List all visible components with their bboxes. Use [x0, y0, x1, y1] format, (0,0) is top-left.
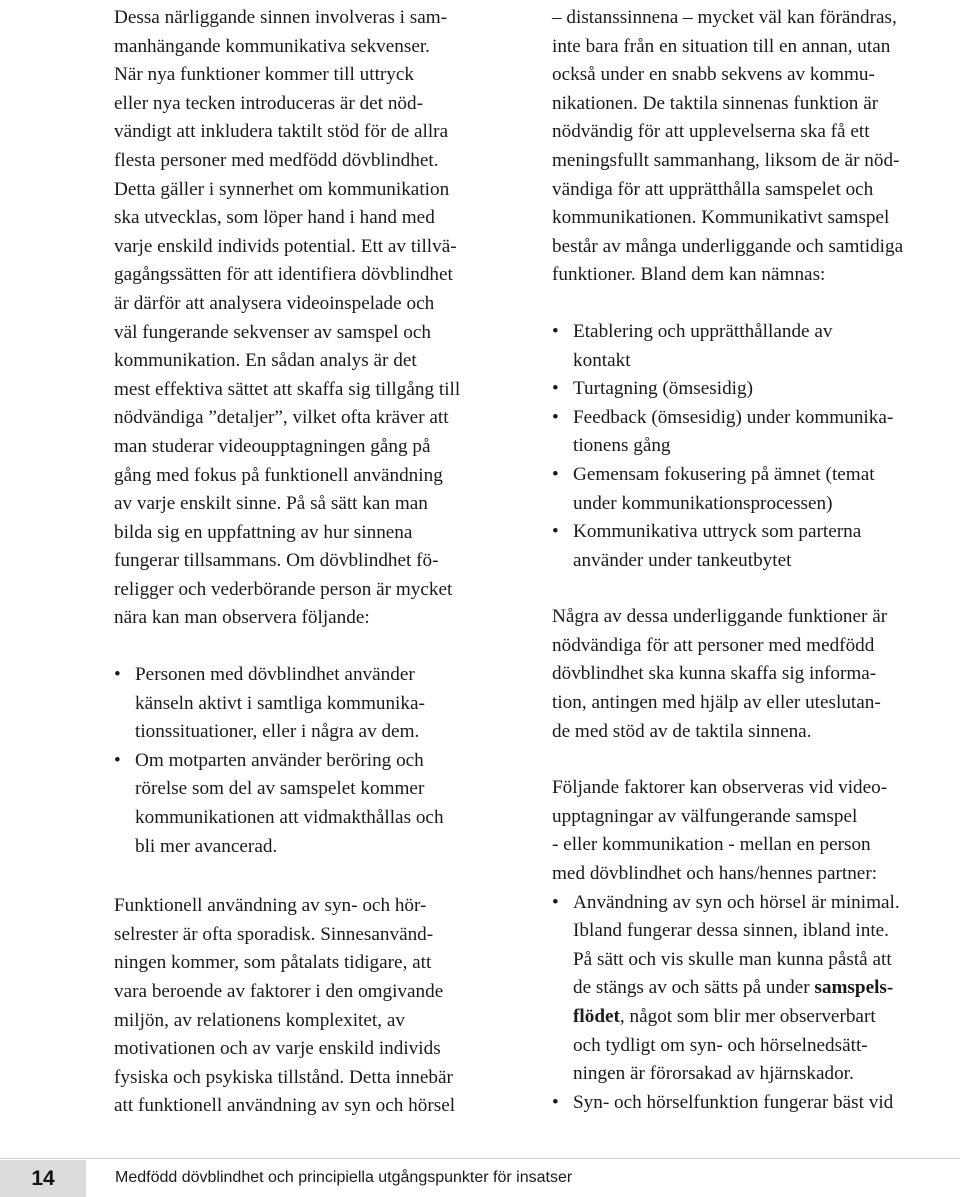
text-line: funktioner. Bland dem kan nämnas:: [552, 264, 826, 286]
text-line: motivationen och av varje enskild individs: [114, 1038, 441, 1060]
text-line: selrester är ofta sporadisk. Sinnesanvänd-: [114, 923, 434, 945]
text-line: tion, antingen med hjälp av eller uteslutan-: [552, 692, 881, 714]
text-line: rörelse som del av samspelet kommer: [135, 778, 425, 800]
right-bullet-list: [552, 318, 960, 575]
text-line: Dessa närliggande sinnen involveras i sam-: [114, 7, 448, 28]
text-line: eller nya tecken introduceras är det nöd-: [114, 92, 423, 114]
text-line: fungerar tillsammans. Om dövblindhet fö-: [114, 550, 439, 572]
text-line: Några av dessa underliggande funktioner är: [552, 606, 888, 628]
text-line: religger och vederbörande person är mycket: [114, 578, 453, 600]
text-line: vara beroende av faktorer i den omgivande: [114, 981, 444, 1002]
text-line: Följande faktorer kan observeras vid video-: [552, 777, 888, 799]
page-number-box: [0, 1160, 86, 1197]
text-line: vändiga för att upprätthålla samspelet och: [552, 178, 874, 200]
text-line: fysiska och psykiska tillstånd. Detta innebär: [114, 1066, 453, 1088]
list-item: [114, 747, 524, 861]
bold-term: samspels-: [814, 977, 894, 999]
text-line: ska utvecklas, som löper hand i hand med: [114, 207, 435, 229]
list-item: [552, 889, 960, 1089]
text-line: också under en snabb sekvens av kommu-: [552, 64, 875, 86]
text-line: under kommunikationsprocessen): [573, 492, 833, 514]
text-line: Kommunikativa uttryck som parterna: [573, 521, 862, 543]
text-line: Syn- och hörselfunktion fungerar bäst vid: [573, 1091, 894, 1113]
left-column: [114, 4, 524, 1121]
bullet-icon: •: [552, 1091, 559, 1113]
text-line: känseln aktivt i samtliga kommunika-: [135, 692, 425, 714]
left-paragraph-1: [114, 4, 524, 633]
text-line: dövblindhet ska kunna skaffa sig informa-: [552, 663, 877, 685]
list-item: [552, 375, 960, 404]
bullet-icon: •: [552, 891, 559, 913]
text-line: kontakt: [573, 349, 631, 371]
right-paragraph-3: [552, 774, 960, 888]
bullet-icon: •: [114, 664, 121, 686]
right-bullet-list-2: [552, 889, 960, 1118]
bold-term: flödet: [573, 1006, 620, 1027]
list-item: [114, 661, 524, 747]
text-line: med dövblindhet och hans/hennes partner:: [552, 863, 878, 885]
text-line: Detta gäller i synnerhet om kommunikation: [114, 178, 450, 200]
right-column: [552, 4, 960, 1117]
right-paragraph-1: [552, 4, 960, 290]
list-item: [552, 318, 960, 375]
list-item: [552, 518, 960, 575]
text-line: Turtagning (ömsesidig): [573, 378, 753, 400]
bullet-icon: •: [552, 406, 559, 428]
text-line: väl fungerande sekvenser av samspel och: [114, 321, 432, 343]
page-number: 14: [31, 1166, 55, 1190]
bullet-icon: •: [114, 749, 121, 771]
text-line: Gemensam fokusering på ämnet (temat: [573, 463, 875, 485]
text-line: består av många underliggande och samtidiga: [552, 235, 904, 257]
text-line: är därför att analysera videoinspelade och: [114, 292, 435, 314]
text-line: vändigt att inkludera taktilt stöd för de allra: [114, 121, 449, 143]
text-line: bli mer avancerad.: [135, 835, 278, 857]
text-line: bilda sig en uppfattning av hur sinnena: [114, 521, 413, 543]
text-line: Feedback (ömsesidig) under kommunika-: [573, 406, 894, 428]
text-line: miljön, av relationens komplexitet, av: [114, 1009, 405, 1031]
text-line: ningen kommer, som påtalats tidigare, att: [114, 952, 432, 974]
left-bullet-list: [114, 661, 524, 861]
text-line: Om motparten använder beröring och: [135, 749, 424, 771]
text-line: nära kan man observera följande:: [114, 607, 370, 629]
text-line: kommunikationen. Kommunikativt samspel: [552, 207, 890, 229]
text-line: man studerar videoupptagningen gång på: [114, 435, 431, 457]
text-line: Funktionell användning av syn- och hör-: [114, 895, 427, 917]
bullet-icon: •: [552, 320, 559, 342]
text-line: mest effektiva sättet att skaffa sig tillgång till: [114, 378, 461, 400]
text-line: kommunikationen att vidmakthållas och: [135, 807, 444, 829]
text-line: Användning av syn och hörsel är minimal.: [573, 891, 900, 913]
text-line: Personen med dövblindhet använder: [135, 664, 415, 686]
text-line: meningsfullt sammanhang, liksom de är nöd-: [552, 149, 900, 171]
text-line: tionssituationer, eller i några av dem.: [135, 721, 420, 743]
left-paragraph-2: [114, 892, 524, 1121]
text-line: gång med fokus på funktionell användning: [114, 464, 443, 486]
text-line: och tydligt om syn- och hörselnedsätt-: [573, 1034, 868, 1056]
list-item: [552, 1089, 960, 1118]
text-line: tionens gång: [573, 435, 671, 457]
text-segment: de stängs av och sätts på under: [573, 977, 815, 999]
list-item: [552, 404, 960, 461]
running-title: Medfödd dövblindhet och principiella utgångspunkter för insatser: [115, 1169, 573, 1186]
text-line: gagångssätten för att identifiera dövblindhet: [114, 264, 453, 286]
text-line: nödvändiga ”detaljer”, vilket ofta kräver att: [114, 407, 449, 429]
text-line: På sätt och vis skulle man kunna påstå att: [573, 948, 892, 970]
text-line: När nya funktioner kommer till uttryck: [114, 64, 414, 86]
text-line: Etablering och upprätthållande av: [573, 320, 833, 342]
text-line: flesta personer med medfödd dövblindhet.: [114, 149, 439, 171]
bullet-icon: •: [552, 521, 559, 543]
text-line: Ibland fungerar dessa sinnen, ibland inte.: [573, 920, 889, 942]
text-line: manhängande kommunikativa sekvenser.: [114, 35, 430, 57]
text-line: varje enskild individs potential. Ett av tillvä-: [114, 235, 457, 257]
text-line: att funktionell användning av syn och hörsel: [114, 1095, 456, 1117]
text-line: av varje enskilt sinne. På så sätt kan man: [114, 493, 428, 515]
footer-divider: [0, 1158, 960, 1159]
bullet-icon: •: [552, 378, 559, 400]
text-line: nödvändig för att upplevelserna ska få ett: [552, 121, 870, 143]
text-line: - eller kommunikation - mellan en person: [552, 834, 871, 856]
text-line: nödvändiga för att personer med medfödd: [552, 634, 875, 656]
text-line: – distanssinnena – mycket väl kan förändras,: [552, 7, 897, 28]
text-line: upptagningar av välfungerande samspel: [552, 805, 858, 827]
text-line: använder under tankeutbytet: [573, 549, 792, 571]
text-segment: , något som blir mer observerbart: [619, 1006, 876, 1027]
right-paragraph-2: [552, 603, 960, 746]
text-line: nikationen. De taktila sinnenas funktion är: [552, 92, 879, 114]
bullet-icon: •: [552, 463, 559, 485]
text-line: inte bara från en situation till en annan, utan: [552, 35, 891, 57]
list-item: [552, 461, 960, 518]
text-line: ningen är förorsakad av hjärnskador.: [573, 1063, 854, 1085]
text-line: de med stöd av de taktila sinnena.: [552, 720, 812, 742]
text-line: kommunikation. En sådan analys är det: [114, 350, 417, 372]
